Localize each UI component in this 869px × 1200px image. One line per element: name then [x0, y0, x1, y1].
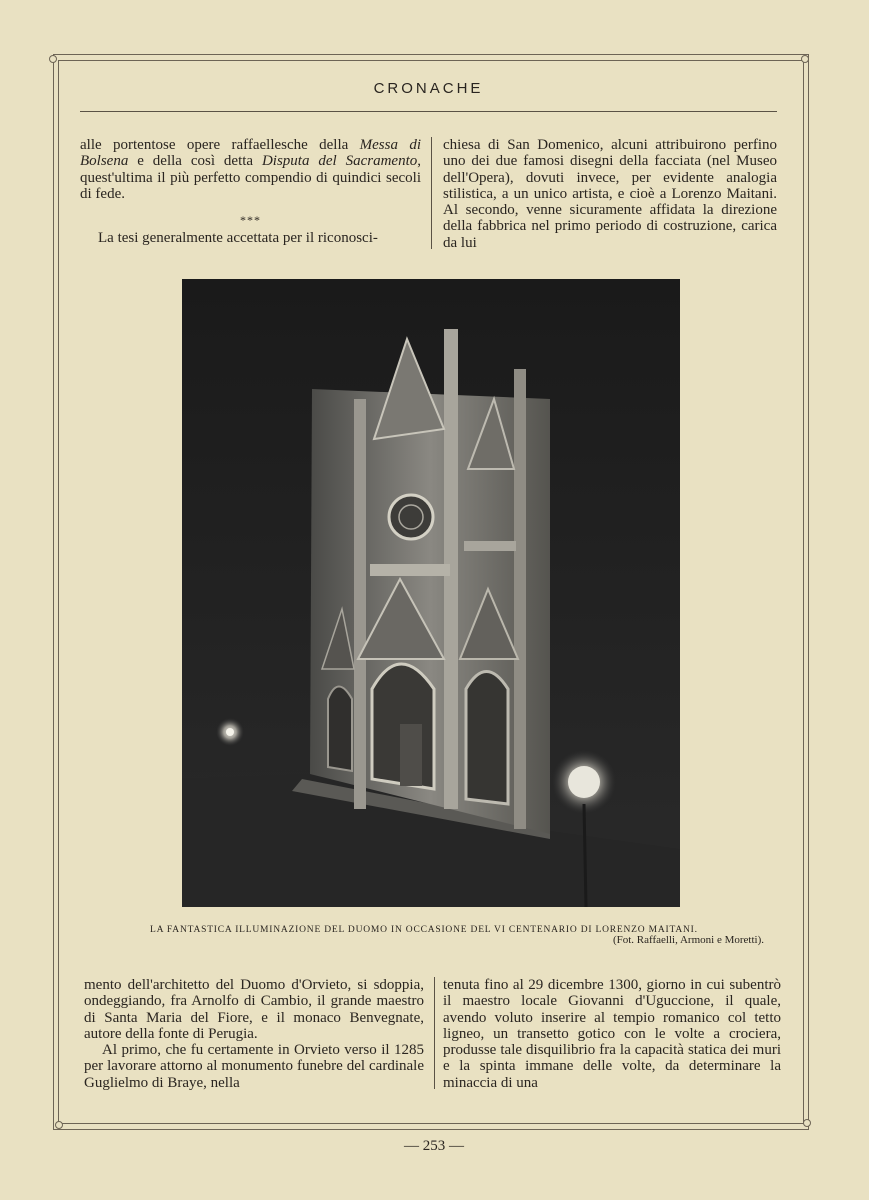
top-right-column — [443, 137, 777, 251]
caption-text: LA FANTASTICA ILLUMINAZIONE DEL DUOMO IN OCCASIONE DEL VI CENTENARIO DI LORENZO MAITANI. — [150, 925, 698, 935]
section-separator: *** — [240, 213, 261, 228]
paragraph: chiesa di San Domenico, alcuni attribuirono perfino uno dei due famosi disegni della facciata (nel Museo dell'Opera), dovuti invece, per evidente analogia stilistica, a un unico artista, e cioè a Lorenzo Maitani. Al secondo, venne sicuramente affidata la direzione della fabbrica nel primo periodo di costruzione, carica da lui — [443, 137, 777, 251]
paragraph — [80, 137, 421, 202]
paragraph: tenuta fino al 29 dicembre 1300, giorno in cui subentrò il maestro locale Giovanni d'Uguccione, il quale, avendo voluto inserire al tempio romanico col tetto ligneo, un transetto gotico con le volte a crociera, produsse tale disquilibrio fra la capacità statica dei muri e la spinta immane delle volte, da determinare la minaccia di una — [443, 977, 781, 1091]
photo-credit: (Fot. Raffaelli, Armoni e Moretti). — [612, 934, 764, 946]
page-number: — 253 — — [404, 1138, 464, 1154]
text-run: alle portentose opere raffaellesche della — [80, 137, 360, 153]
bottom-left-column — [84, 977, 424, 1091]
paragraph: mento dell'architetto del Duomo d'Orvieto, si sdoppia, ondeggiando, fra Arnolfo di Cambio, il grande maestro di Santa Maria del Fiore, e il monaco Benvegnate, autore della fonte di Perugia. — [84, 977, 424, 1042]
text-run: , quest'ultima il più perfetto compendio di quindici secoli di fede. — [80, 153, 422, 202]
frame-corner-ornament — [49, 55, 57, 63]
bottom-right-column — [443, 977, 781, 1091]
frame-corner-ornament — [801, 55, 809, 63]
column-rule — [431, 137, 432, 249]
top-left-column — [80, 137, 421, 247]
frame-corner-ornament — [55, 1121, 63, 1129]
paragraph: Al primo, che fu certamente in Orvieto verso il 1285 per lavorare attorno al monumento funebre del cardinale Guglielmo di Braye, nella — [84, 1042, 424, 1091]
italic-title-disputa: Disputa del Sacramento — [261, 153, 418, 170]
cathedral-photograph — [182, 279, 680, 907]
frame-corner-ornament — [803, 1119, 811, 1127]
duomo-illumination-image — [182, 279, 680, 907]
paragraph: La tesi generalmente accettata per il riconosci- — [98, 230, 378, 247]
running-header: CRONACHE — [373, 80, 484, 97]
text-run: e della così detta — [128, 153, 262, 170]
italic-title-messa-di-bolsena: Messa di Bolsena — [80, 137, 421, 170]
column-rule — [434, 977, 435, 1089]
header-rule — [80, 111, 777, 112]
